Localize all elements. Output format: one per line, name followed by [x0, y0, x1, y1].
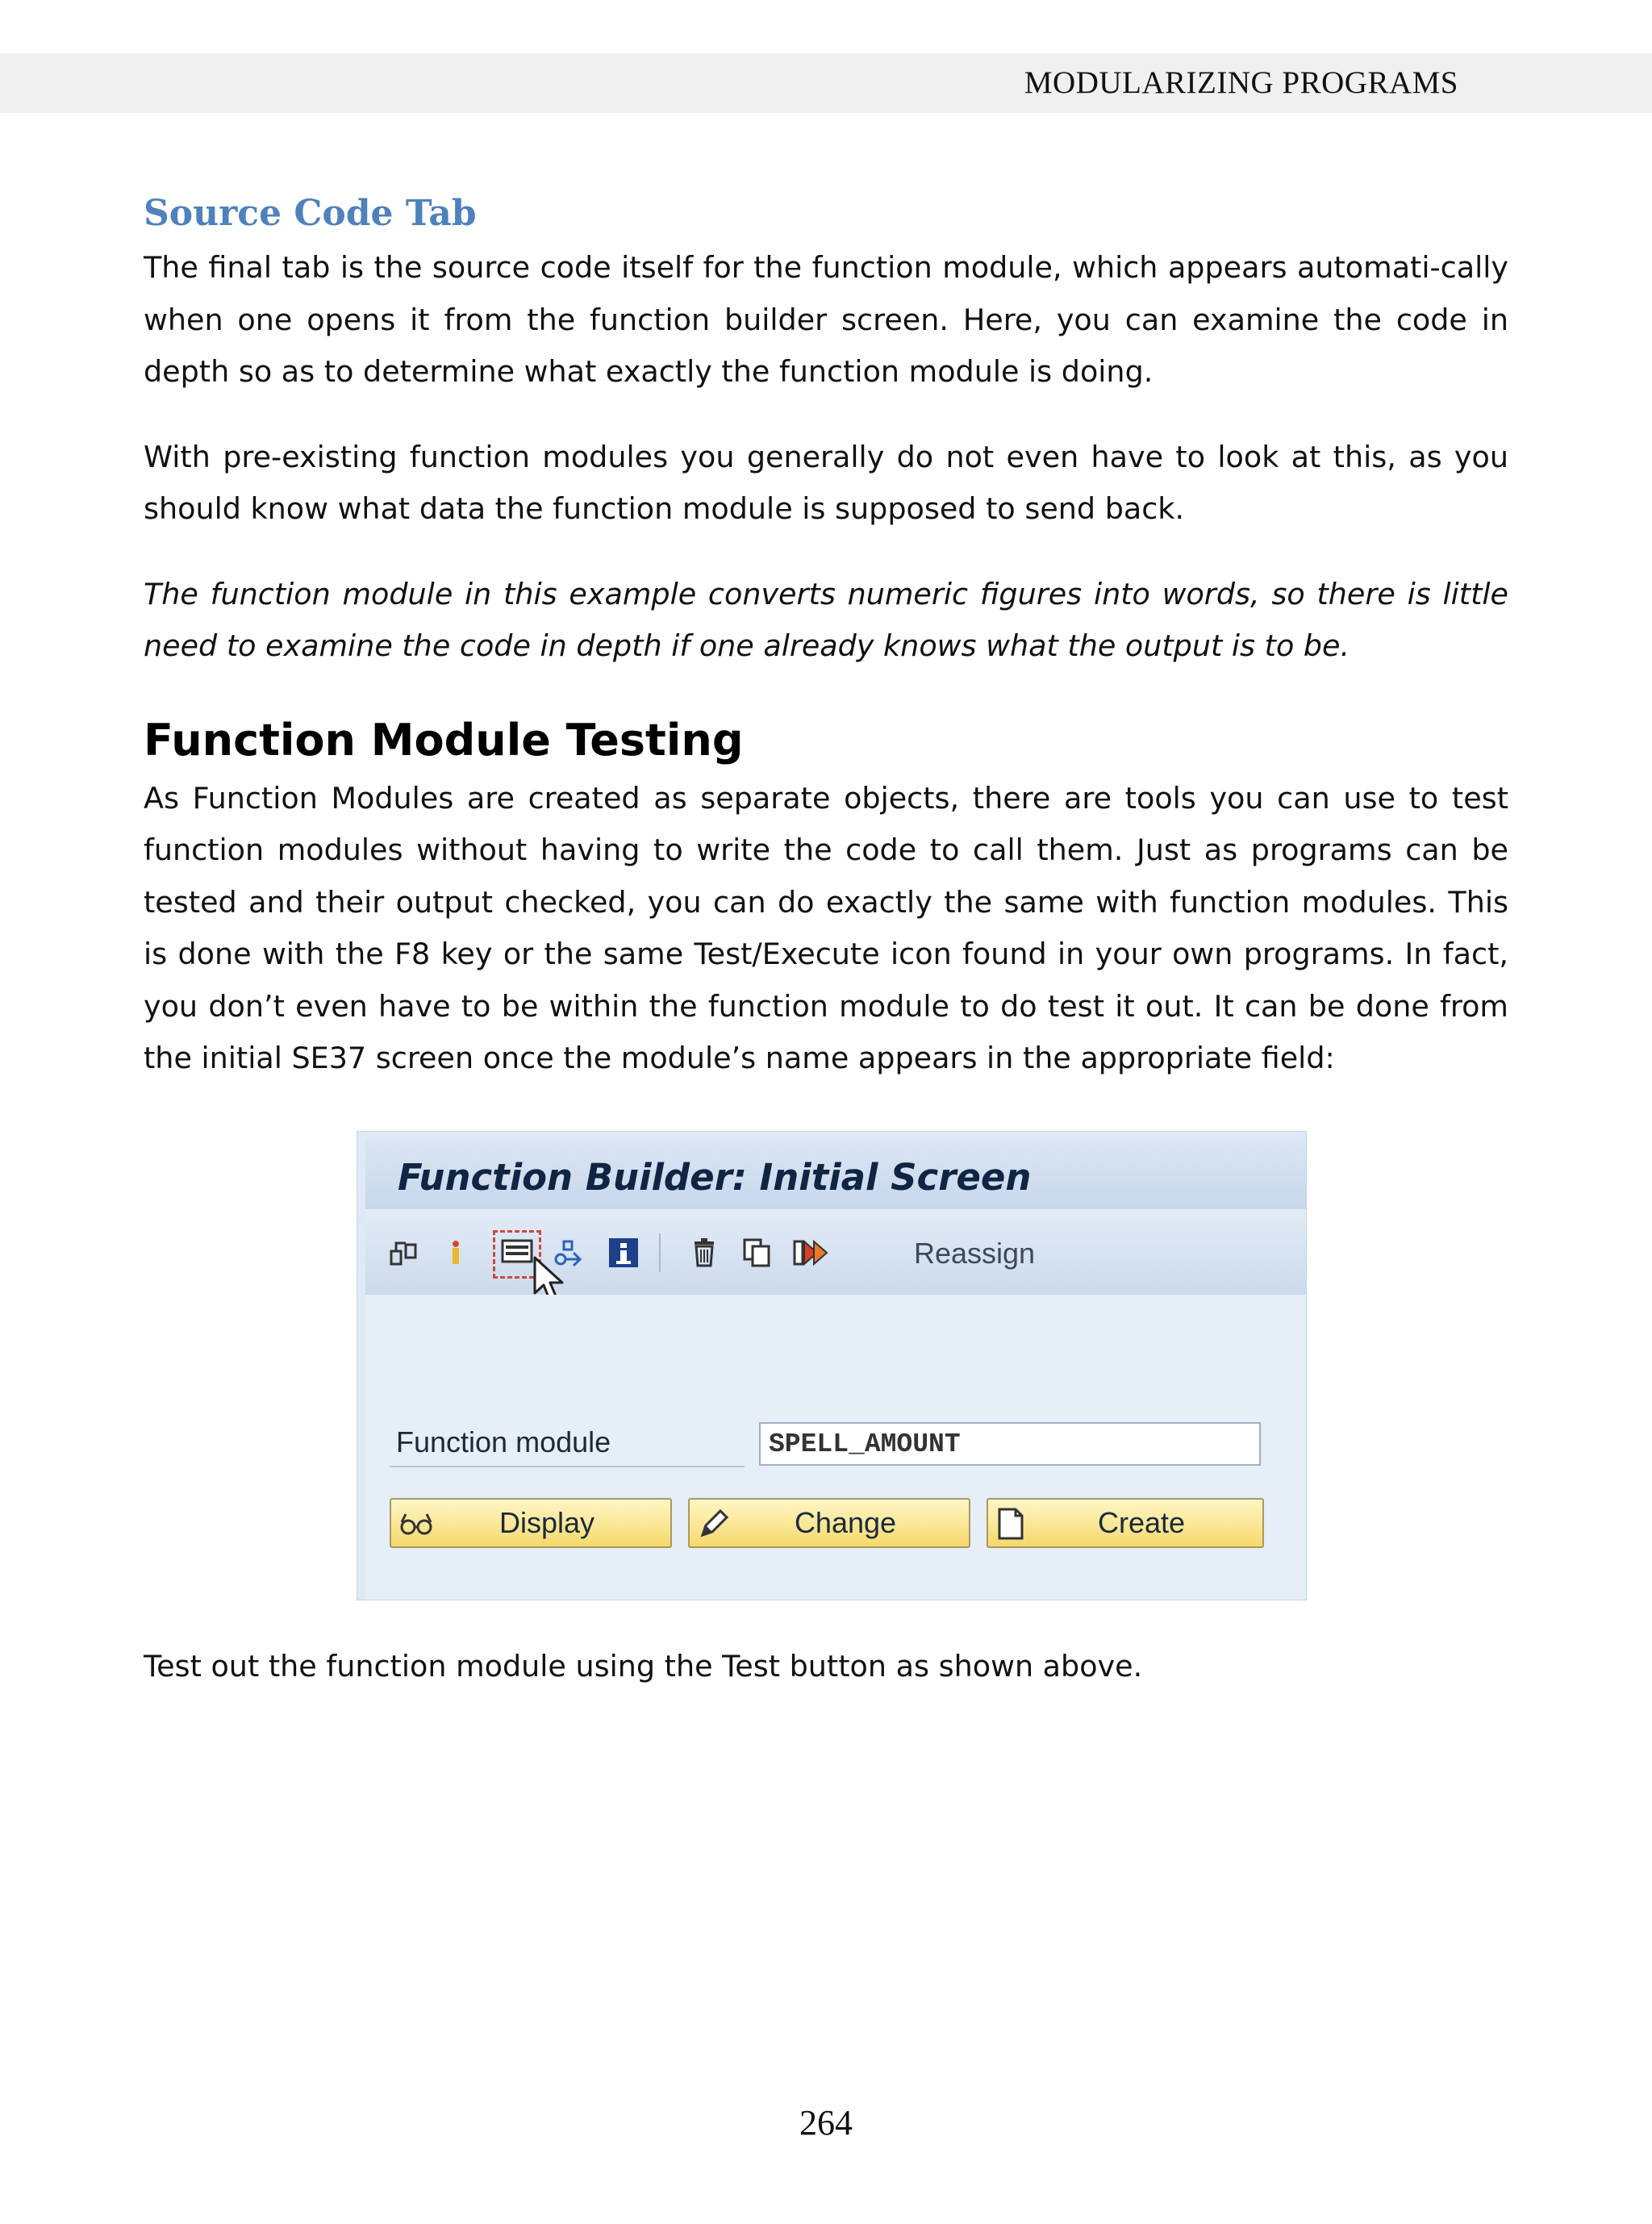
info-icon[interactable] [607, 1237, 640, 1269]
window-title-bar [365, 1138, 1306, 1209]
screen-body [365, 1295, 1306, 1600]
subsection-title: Source Code Tab [144, 193, 477, 234]
running-header [0, 53, 1652, 113]
change-button-label: Change [794, 1506, 897, 1539]
create-button-label: Create [1097, 1506, 1186, 1539]
window-title: Function Builder: Initial Screen [398, 1156, 1032, 1199]
display-button-label: Display [499, 1506, 595, 1539]
application-toolbar [365, 1209, 1306, 1296]
label-underline [390, 1466, 745, 1467]
create-button[interactable] [987, 1498, 1264, 1548]
page-number: 264 [799, 2103, 853, 2143]
section-paragraph: As Function Modules are created as separate objects, there are tools you can use to test function modules without having to write the code to call them. Just as programs can be tested and their output checked, you can do exactly the same with function modules. This is done with the F8 key or the same Test/Execute icon found in your own programs. In fact, you don’t even have to be within the function module to do test it out. It can be done from the initial SE37 screen once the module’s name appears in the appropriate field: [144, 780, 1508, 1075]
figure-caption: Test out the function module using the Test button as shown above. [144, 1649, 1143, 1684]
delete-icon[interactable] [688, 1237, 720, 1269]
running-header-text: MODULARIZING PROGRAMS [1024, 65, 1458, 100]
multiple-reassign-icon[interactable] [793, 1237, 825, 1269]
function-module-input[interactable]: SPELL_AMOUNT [759, 1422, 1261, 1466]
paragraph: With pre-existing function modules you generally do not even have to look at this, as you should know what data the function module is supposed to send back. [144, 439, 1508, 526]
italic-note: The function module in this example converts numeric figures into words, so there is little need to examine the code in depth if one already knows what the output is to be. [144, 576, 1508, 663]
function-module-label: Function module [396, 1425, 611, 1458]
activate-icon[interactable] [440, 1237, 472, 1269]
rename-icon[interactable] [741, 1237, 774, 1269]
toolbar-separator [659, 1233, 661, 1272]
where-used-icon[interactable] [388, 1237, 420, 1269]
sap-screenshot-figure [357, 1131, 1307, 1600]
reassign-label[interactable]: Reassign [914, 1237, 1036, 1270]
paragraph: The final tab is the source code itself for the function module, which appears automati-cally when one opens it from the function builder screen. Here, you can examine the code in depth so as to determine what exactly the function module is doing. [144, 250, 1508, 389]
change-button[interactable] [688, 1498, 970, 1548]
page-content [144, 186, 1508, 1085]
section-title: Function Module Testing [144, 714, 744, 766]
display-button[interactable] [390, 1498, 672, 1548]
